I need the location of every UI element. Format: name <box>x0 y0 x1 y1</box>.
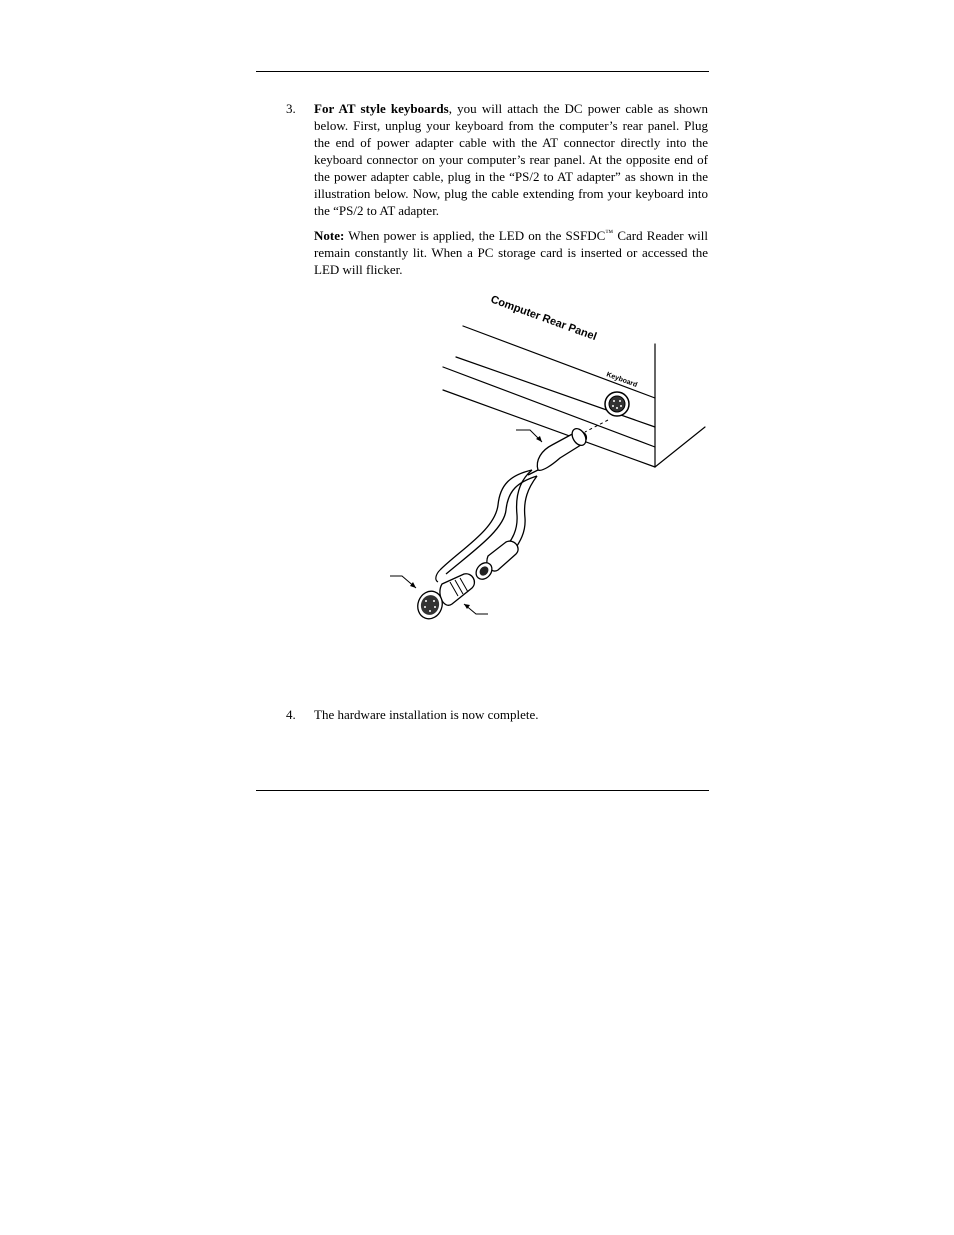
note-text-a: When power is applied, the LED on the SSFDC <box>344 228 606 243</box>
step-body <box>314 706 708 723</box>
step-3 <box>286 100 708 278</box>
bottom-rule <box>256 790 709 791</box>
panel-edge-line <box>456 357 655 427</box>
note-text-b: Card Reader will remain constantly lit. When a PC storage card is inserted or accessed the LED will flicker. <box>314 228 708 277</box>
keyboard-port <box>605 392 629 416</box>
step-body <box>314 100 708 278</box>
ps2-to-at-adapter <box>414 574 475 623</box>
trademark-symbol: ™ <box>605 228 614 237</box>
port-label: Keyboard <box>605 371 639 389</box>
panel-label: Computer Rear Panel <box>488 293 599 344</box>
step-number: 3. <box>286 101 296 116</box>
step-3-intro-text: , you will attach the DC power cable as shown below. First, unplug your keyboard from the computer’s rear panel. Plug the end of power adapter cable with the AT connector directly into the keyboard connector on your computer’s rear panel. At the opposite end of the power adapter cable, plug in the “PS/2 to AT adapter” as shown in the illustration below. Now, plug the cable extending from your keyboard into the “PS/2 to AT adapter. <box>314 101 708 218</box>
case-side-edge <box>655 427 705 467</box>
step-3-intro-bold: For AT style keyboards <box>314 101 449 116</box>
step-4-text: The hardware installation is now complete. <box>314 707 539 722</box>
panel-edge-line <box>463 326 655 398</box>
cable-tip <box>436 570 440 582</box>
note-paragraph <box>314 227 708 278</box>
callout-arrowhead <box>410 582 416 588</box>
note-label: Note: <box>314 228 345 243</box>
step-3-paragraph <box>314 100 708 219</box>
ps2-cable-end <box>473 541 518 582</box>
step-number: 4. <box>286 707 296 722</box>
step-4 <box>286 706 708 723</box>
at-connector <box>528 426 589 475</box>
cable-illustration <box>380 290 710 630</box>
top-rule <box>256 71 709 72</box>
